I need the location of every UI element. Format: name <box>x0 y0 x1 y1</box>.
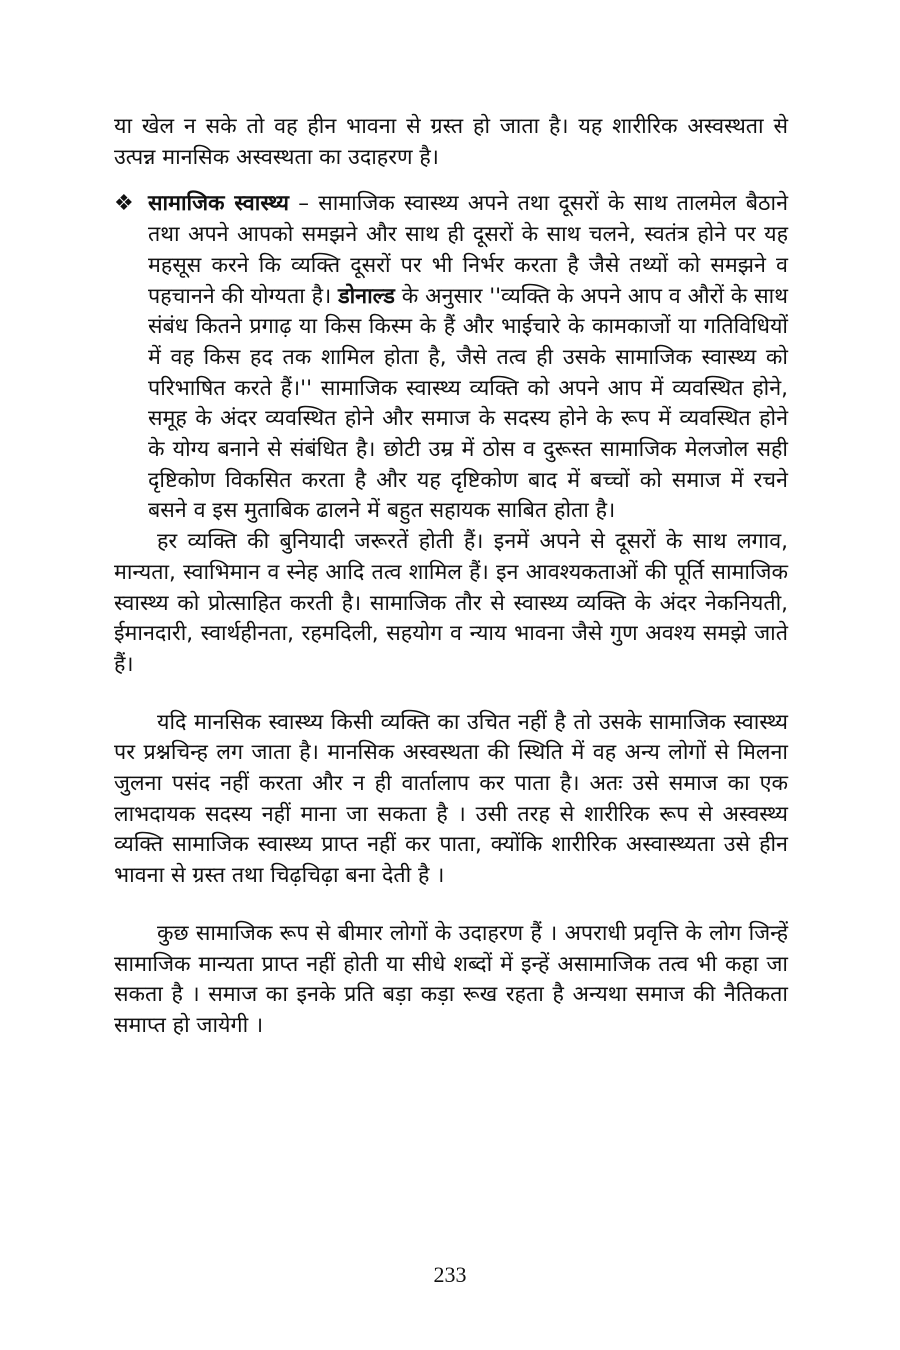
page-number: 233 <box>433 1262 467 1287</box>
body-text <box>114 112 788 1069</box>
bullet-text-part-1: सामाजिक स्वास्थ्य अपने तथा दूसरों के साथ तालमेल बैठाने तथा अपने आपको समझने और साथ ही दूसरों के साथ चलने, स्वतंत्र होने पर यह महसूस करने कि व्यक्ति दूसरों पर भी निर्भर करता है जैसे तथ्यों को समझने व पहचानने की योग्यता है। <box>148 191 789 309</box>
bullet-heading: सामाजिक स्वास्थ्य <box>148 191 290 217</box>
author-name: डोनाल्ड <box>338 283 395 309</box>
paragraph-mental-health: यदि मानसिक स्वास्थ्य किसी व्यक्ति का उचित नहीं है तो उसके सामाजिक स्वास्थ्य पर प्रश्नचिन्ह लग जाता है। मानसिक अस्वस्थता की स्थिति में वह अन्य लोगों से मिलना जुलना पसंद नहीं करता और न ही वार्तालाप कर पाता है। अतः उसे समाज का एक लाभदायक सदस्य नहीं माना जा सकता है । उसी तरह से शारीरिक रूप से अस्वस्थ्य व्यक्ति सामाजिक स्वास्थ्य प्राप्त नहीं कर पाता, क्योंकि शारीरिक अस्वास्थ्यता उसे हीन भावना से ग्रस्त तथा चिढ़चिढ़ा बना देती है । <box>114 709 788 889</box>
bullet-dash: – <box>289 191 319 217</box>
intro-paragraph: या खेल न सके तो वह हीन भावना से ग्रस्त हो जाता है। यह शारीरिक अस्वस्थता से उत्पन्न मानसिक अस्वस्थता का उदाहरण है। <box>114 114 788 170</box>
bullet-item-social-health <box>114 189 788 527</box>
paragraph-social-illness: कुछ सामाजिक रूप से बीमार लोगों के उदाहरण हैं । अपराधी प्रवृत्ति के लोग जिन्हें सामाजिक मान्यता प्राप्त नहीं होती या सीधे शब्दों में इन्हें असामाजिक तत्व भी कहा जा सकता है । समाज का इनके प्रति बड़ा कड़ा रूख रहता है अन्यथा समाज की नैतिकता समाप्त हो जायेगी । <box>114 920 788 1038</box>
bullet-text-part-2: के अनुसार ''व्यक्ति के अपने आप व औरों के साथ संबंध कितने प्रगाढ़ या किस किस्म के हैं और भाईचारे के कामकाजों या गतिविधियों में वह किस हद तक शामिल होता है, जैसे तत्व ही उसके सामाजिक स्वास्थ्य को परिभाषित करते हैं।'' सामाजिक स्वास्थ्य व्यक्ति को अपने आप में व्यवस्थित होने, समूह के अंदर व्यवस्थित होने और समाज के सदस्य होने के रूप में व्यवस्थित होने के योग्य बनाने से संबंधित है। छोटी उम्र में ठोस व दुरूस्त सामाजिक मेलजोल सही दृष्टिकोण विकसित करता है और यह दृष्टिकोण बाद में बच्चों को समाज में रचने बसने व इस मुताबिक ढालने में बहुत सहायक साबित होता है। <box>148 283 788 524</box>
paragraph-basic-needs: हर व्यक्ति की बुनियादी जरूरतें होती हैं। इनमें अपने से दूसरों के साथ लगाव, मान्यता, स्वाभिमान व स्नेह आदि तत्व शामिल हैं। इन आवश्यकताओं की पूर्ति सामाजिक स्वास्थ्य को प्रोत्साहित करती है। सामाजिक तौर से स्वास्थ्य व्यक्ति के अंदर नेकनियती, ईमानदारी, स्वार्थहीनता, रहमदिली, सहयोग व न्याय भावना जैसे गुण अवश्य समझे जाते हैं। <box>114 529 788 677</box>
diamond-bullet-icon: ❖ <box>114 191 134 217</box>
